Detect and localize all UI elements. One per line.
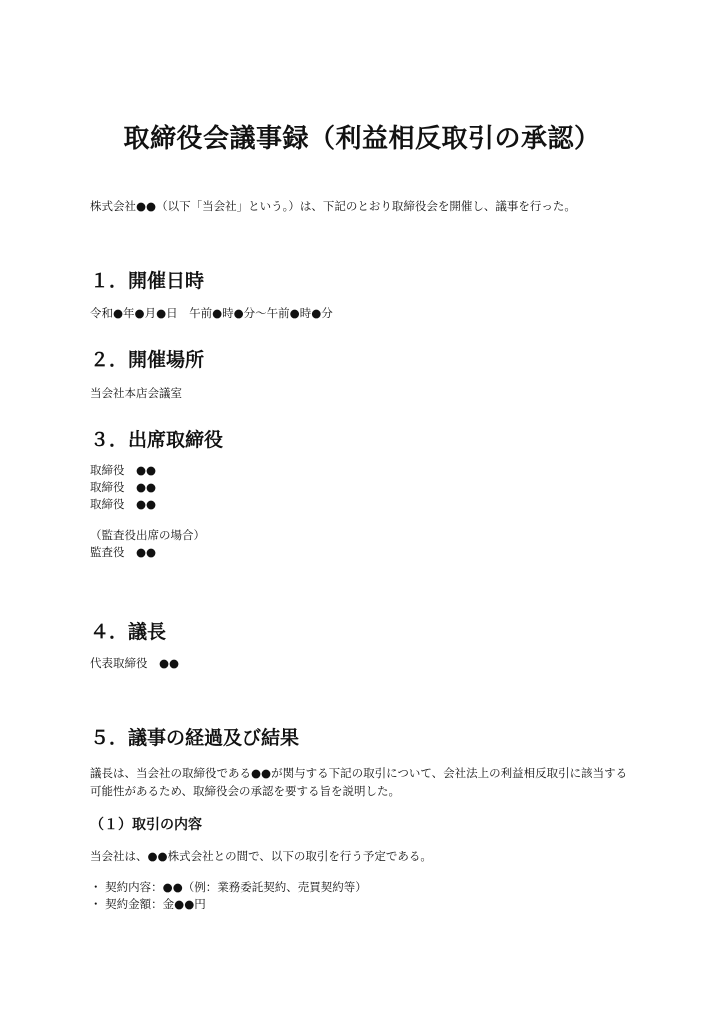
director-line: 取締役 ●● [90,497,157,511]
list-item: ・ 契約内容：●●（例：業務委託契約、売買契約等） [90,880,367,894]
transaction-bullets [90,879,367,913]
director-line: 取締役 ●● [90,463,157,477]
section-heading-datetime: １．開催日時 [90,270,205,292]
section-heading-proceedings: ５．議事の経過及び結果 [90,727,300,749]
section-heading-directors: ３．出席取締役 [90,429,224,451]
director-line: 取締役 ●● [90,480,157,494]
intro-text: 株式会社●●（以下「当会社」という。）は、下記のとおり取締役会を開催し、議事を行った。 [90,199,576,213]
section-heading-place: ２．開催場所 [90,349,205,371]
auditor-line: 監査役 ●● [90,545,157,559]
place-text: 当会社本店会議室 [90,386,182,400]
chair-text: 代表取締役 ●● [90,656,180,670]
section-heading-chair: ４．議長 [90,621,167,643]
datetime-text: 令和●年●月●日 午前●時●分〜午前●時●分 [90,306,333,320]
subsection-heading-transaction: （１）取引の内容 [90,817,202,833]
director-list [90,462,156,513]
list-item: ・ 契約金額：金●●円 [90,897,206,911]
document-title: 取締役会議事録（利益相反取引の承認） [123,124,601,154]
auditor-block [90,527,205,561]
transaction-text: 当会社は、●●株式会社との間で、以下の取引を行う予定である。 [90,849,432,863]
proceedings-paragraph: 議長は、当会社の取締役である●●が関与する下記の取引について、会社法上の利益相反取引に該当する可能性があるため、取締役会の承認を要する旨を説明した。 [90,766,628,798]
auditor-note: （監査役出席の場合） [90,528,205,542]
